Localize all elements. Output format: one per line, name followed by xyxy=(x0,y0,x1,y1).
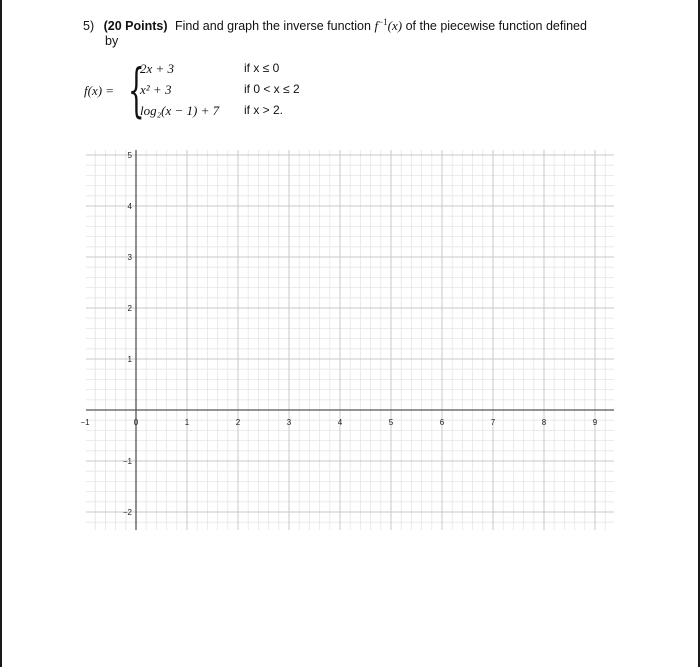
left-brace: { xyxy=(128,56,145,124)
question-prompt-cont: of the piecewise function defined xyxy=(405,19,587,33)
question-prompt: Find and graph the inverse function xyxy=(175,19,371,33)
case-2-expression: x² + 3 xyxy=(140,82,172,97)
function-lhs: f(x) = xyxy=(84,83,115,98)
x-tick-label: 9 xyxy=(592,418,598,427)
y-tick-label: 4 xyxy=(127,202,132,211)
y-tick-label: −1 xyxy=(122,457,132,466)
question-points: (20 Points) xyxy=(103,19,168,33)
x-tick-label: −1 xyxy=(80,418,90,427)
x-tick-label: 2 xyxy=(235,418,241,427)
y-tick-label: 5 xyxy=(127,151,132,160)
inverse-function-symbol: $f^{-1}(x)$ xyxy=(374,17,403,33)
x-tick-label: 7 xyxy=(490,418,496,427)
y-tick-label: 2 xyxy=(127,304,132,313)
x-tick-label: 0 xyxy=(133,418,139,427)
x-axis-labels xyxy=(80,418,597,427)
y-tick-label: −2 xyxy=(122,508,132,517)
x-tick-label: 3 xyxy=(286,418,292,427)
x-tick-label: 5 xyxy=(388,418,394,427)
x-tick-label: 4 xyxy=(337,418,343,427)
case-1-condition: if x ≤ 0 xyxy=(244,61,280,75)
y-tick-label: 1 xyxy=(127,355,132,364)
x-tick-label: 6 xyxy=(439,418,445,427)
grid-minor-lines xyxy=(86,150,614,530)
question-prompt-end: by xyxy=(105,34,119,48)
question-number: 5) xyxy=(83,19,95,33)
case-3-expression: log₂(x − 1) + 7 xyxy=(140,103,220,118)
y-tick-label: 3 xyxy=(127,253,132,262)
case-3-condition: if x > 2. xyxy=(244,103,284,117)
case-1-expression: 2x + 3 xyxy=(140,61,175,76)
x-tick-label: 1 xyxy=(184,418,190,427)
x-tick-label: 8 xyxy=(541,418,547,427)
case-2-condition: if 0 < x ≤ 2 xyxy=(244,82,300,96)
